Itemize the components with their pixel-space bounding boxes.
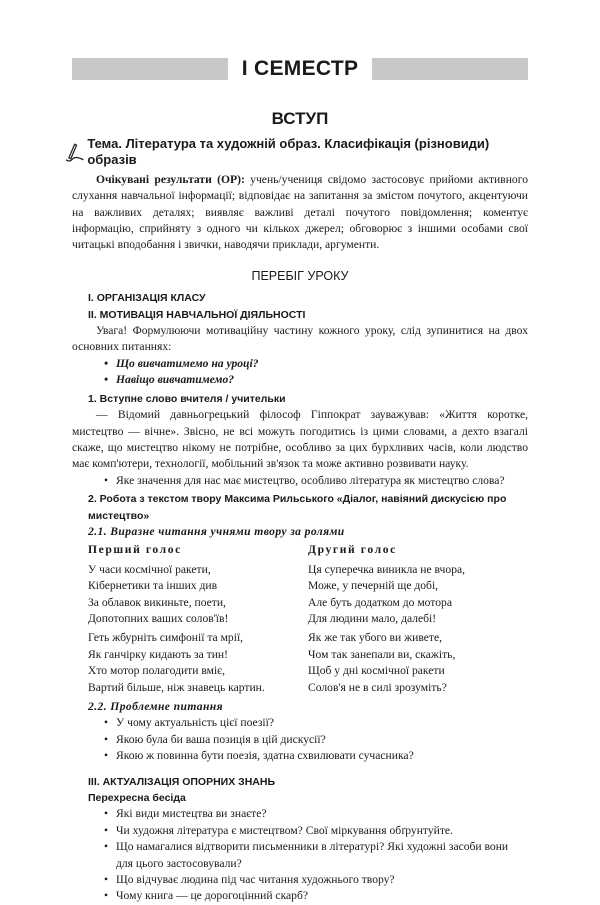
poem-line: Ця суперечка виникла не вчора, [308, 562, 466, 576]
poem-dialog [88, 540, 528, 699]
voice-2-title: Другий голос [308, 543, 397, 557]
section-1-title: І. ОРГАНІЗАЦІЯ КЛАСУ [88, 292, 206, 305]
poem-line: У часи космічної ракети, [88, 562, 211, 576]
poem-line: Може, у печерній ще добі, [308, 579, 439, 593]
poem-line: Вартий більше, ніж знавець картин. [88, 680, 265, 694]
teacher-intro-text: — Відомий давньогрецький філософ Гіппократ зауважував: «Життя коротке, мистецтво — вічне». Звісно, не всі можуть погодитись із цими словами, а дехто взагалі скаже, що мистецтво нікому не потрібне, особливо за цих бурхливих часів, коли людство має комп'ютери, технології, мобільний зв'язок та може активно розвивати науку. [72, 408, 528, 471]
cross-talk-title: Перехресна бесіда [88, 792, 186, 805]
problem-questions [72, 715, 528, 764]
poem-line: Солов'я не в силі зрозуміть? [308, 680, 447, 694]
page-content [72, 108, 528, 905]
poem-line: Як ганчірку кидають за тин! [88, 647, 228, 661]
list-item: • Чому книга — це дорогоцінний скарб? [116, 888, 528, 904]
topic-text: Тема. Література та художній образ. Класифікація (різновиди) образів [87, 136, 490, 168]
banner-bar-left [72, 58, 228, 80]
list-item: • Що відчуває людина під час читання художнього твору? [116, 872, 528, 888]
voice-1 [88, 540, 308, 699]
list-item: • Що намагалися відтворити письменники в літературі? Які художні засоби вони для цього застосовували? [116, 839, 528, 872]
cross-talk-questions [72, 806, 528, 904]
motivation-questions [72, 356, 528, 389]
poem-line: Щоб у дні космічної ракети [308, 664, 445, 678]
lesson-topic [64, 136, 528, 169]
list-item: • Яке значення для нас має мистецтво, особливо література як мистецтво слова? [116, 473, 528, 489]
voice-2 [308, 540, 528, 699]
outcomes-text: учень/учениця свідомо застосовує прийоми активного слухання навчальної інформації; відповідає на запитання за змістом почутого, акцентуючи на важливих деталях; виявляє важливі деталі почутого повідомлення; коментує інформацію, сприйняту з одного чи кількох джерел; обговорює з іншими особами свої читацькі вподобання і звички, наводячи приклади, аргументи. [72, 172, 528, 252]
poem-line: За облавок викиньте, поети, [88, 595, 226, 609]
poem-line: Як же так убого ви живете, [308, 631, 443, 645]
list-item: • У чому актуальність цієї поезії? [116, 715, 528, 731]
subsection-2-title-a: 2. Робота з текстом твору [88, 493, 225, 506]
stanza [88, 562, 308, 628]
poem-line: Чом так занепали ви, скажіть, [308, 647, 456, 661]
poem-line: Хто мотор полагодити вміє, [88, 664, 226, 678]
section-2-title: ІІ. МОТИВАЦІЯ НАВЧАЛЬНОЇ ДІЯЛЬНОСТІ [88, 308, 306, 321]
subsection-1-title: 1. Вступне слово вчителя / учительки [88, 392, 286, 405]
semester-title: І СЕМЕСТР [241, 57, 359, 80]
expected-outcomes [72, 172, 528, 254]
poem-line: Допотопних ваших солов'їв! [88, 611, 229, 625]
list-item: • Якою була би ваша позиція в цій дискусії? [116, 732, 528, 748]
pen-icon [64, 141, 85, 163]
chapter-heading: ВСТУП [271, 109, 329, 128]
subsection-2-2-title: 2.2. Проблемне питання [88, 700, 223, 713]
list-item: • Якою ж повинна бути поезія, здатна схвилювати сучасника? [116, 748, 528, 764]
list-item: • Навіщо вивчатимемо? [116, 372, 528, 388]
motivation-note: Увага! Формулюючи мотиваційну частину кожного уроку, слід зупинитися на двох основних питаннях: [72, 324, 528, 354]
section-3-title: ІІІ. АКТУАЛІЗАЦІЯ ОПОРНИХ ЗНАНЬ [88, 775, 276, 788]
list-item: • Чи художня література є мистецтвом? Свої міркування обґрунтуйте. [116, 823, 528, 839]
list-item: • Які види мистецтва ви знаєте? [116, 806, 528, 822]
list-item: • Що вивчатимемо на уроці? [116, 356, 528, 372]
poem-line: Для людини мало, далебі! [308, 611, 437, 625]
banner-bar-right [372, 58, 528, 80]
stanza [308, 562, 528, 628]
lesson-heading: ПЕРЕБІГ УРОКУ [251, 268, 349, 283]
stanza [308, 630, 528, 696]
poem-line: Але буть додатком до мотора [308, 595, 452, 609]
subsection-2-title-b: Максима Рильського «Діалог, навіяний дискусією про мистецтво» [88, 493, 507, 522]
stanza [88, 630, 308, 696]
subsection-2-title [88, 491, 528, 524]
outcomes-label: Очікувані результати (ОР): [96, 172, 245, 186]
voice-1-title: Перший голос [88, 543, 182, 557]
intro-questions [72, 473, 528, 489]
poem-line: Кібернетики та інших див [88, 579, 218, 593]
subsection-2-1-title: 2.1. Виразне читання учнями твору за ролями [88, 524, 345, 538]
semester-banner [72, 58, 528, 80]
poem-line: Геть жбурніть симфонії та мрії, [88, 631, 244, 645]
